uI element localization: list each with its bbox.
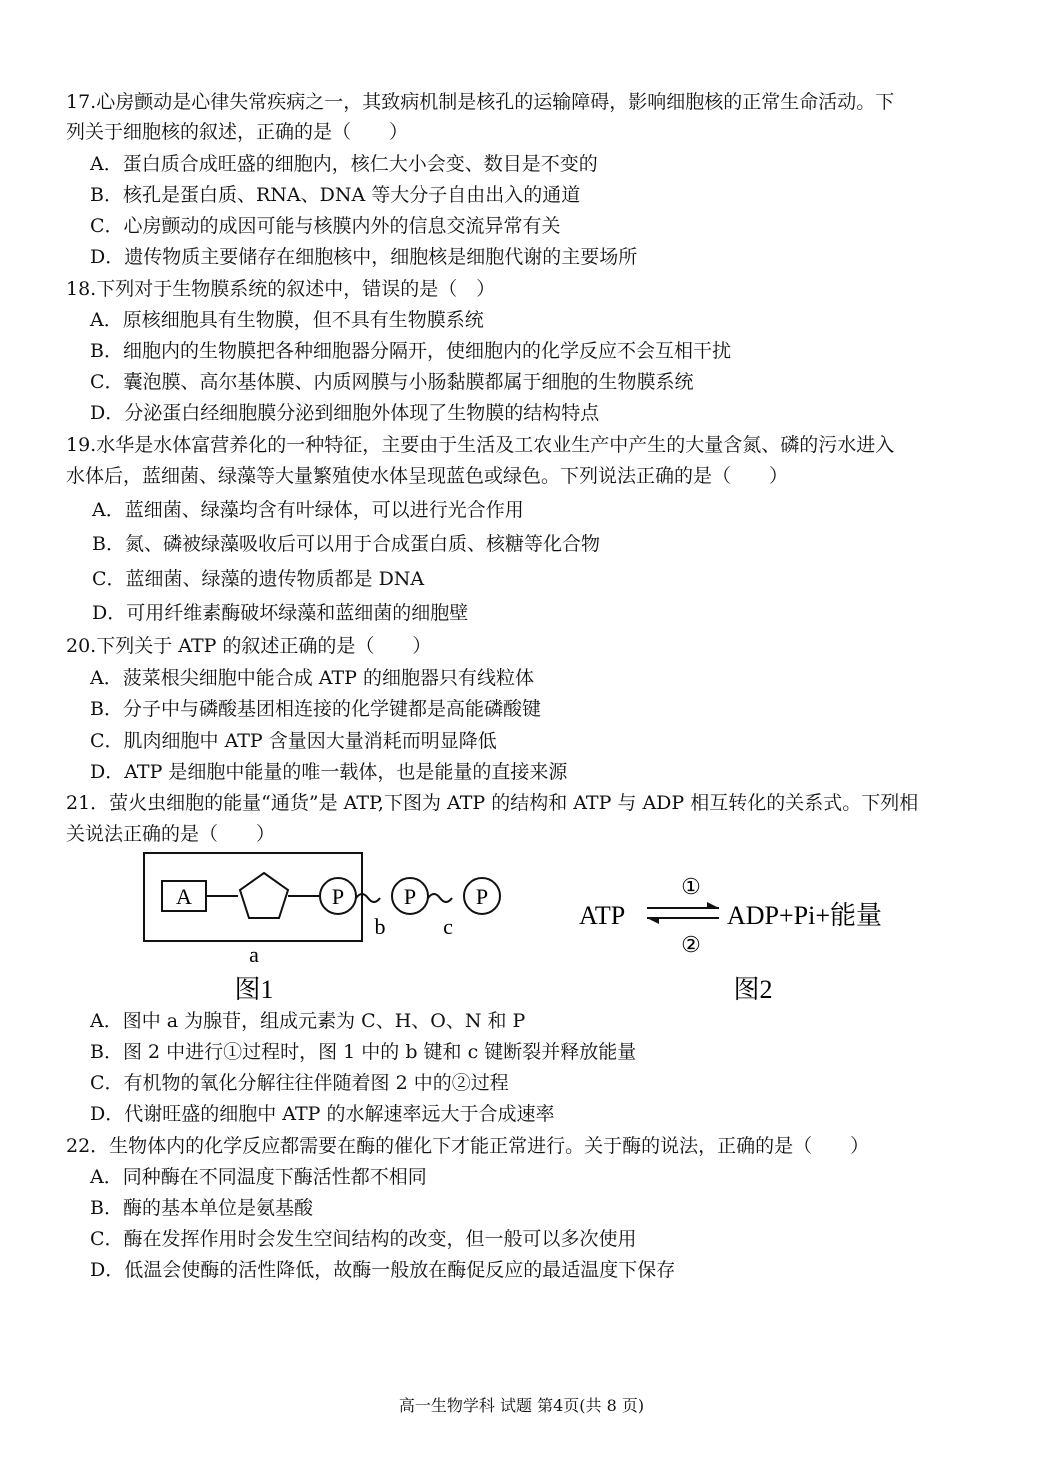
q21-option-d: D．代谢旺盛的细胞中 ATP 的水解速率远大于合成速率 xyxy=(90,1103,555,1125)
q18-option-c: C．囊泡膜、高尔基体膜、内质网膜与小肠黏膜都属于细胞的生物膜系统 xyxy=(90,371,694,393)
q18-option-b: B．细胞内的生物膜把各种细胞器分隔开，使细胞内的化学反应不会互相干扰 xyxy=(90,340,731,362)
q19-stem-line2: 水体后，蓝细菌、绿藻等大量繁殖使水体呈现蓝色或绿色。下列说法正确的是（ ） xyxy=(66,465,789,487)
q22-option-b: B．酶的基本单位是氨基酸 xyxy=(90,1197,313,1219)
q17-option-a: A．蛋白质合成旺盛的细胞内，核仁大小会变、数目是不变的 xyxy=(90,153,598,175)
high-energy-bond-b xyxy=(356,894,380,902)
phosphate-label-2: P xyxy=(403,884,417,909)
adp-pi-energy-label: ADP+Pi+能量 xyxy=(727,901,883,930)
q21-option-b: B．图 2 中进行①过程时，图 1 中的 b 键和 c 键断裂并释放能量 xyxy=(90,1041,637,1063)
figure1-atp-structure xyxy=(140,848,520,1008)
q22-option-d: D．低温会使酶的活性降低，故酶一般放在酶促反应的最适温度下保存 xyxy=(90,1259,676,1281)
q20-stem: 20.下列关于 ATP 的叙述正确的是（ ） xyxy=(66,635,432,657)
q17-option-c: C．心房颤动的成因可能与核膜内外的信息交流异常有关 xyxy=(90,215,561,237)
atp-label: ATP xyxy=(579,901,626,930)
q20-option-d: D．ATP 是细胞中能量的唯一载体，也是能量的直接来源 xyxy=(90,761,568,783)
q21-option-a: A．图中 a 为腺苷，组成元素为 C、H、O、N 和 P xyxy=(90,1010,526,1032)
q18-option-a: A．原核细胞具有生物膜，但不具有生物膜系统 xyxy=(90,309,484,331)
figure2-caption: 图2 xyxy=(733,975,773,1004)
bond-label-b: b xyxy=(374,914,386,939)
q21-stem-line2: 关说法正确的是（ ） xyxy=(66,823,276,845)
q19-stem-line1: 19.水华是水体富营养化的一种特征，主要由于生活及工农业生产中产生的大量含氮、磷的污水进入 xyxy=(66,434,895,456)
figure2-atp-adp-conversion xyxy=(575,866,935,1008)
adenine-label: A xyxy=(176,884,192,909)
q21-option-c: C．有机物的氧化分解往往伴随着图 2 中的②过程 xyxy=(90,1072,509,1094)
q20-option-a: A．菠菜根尖细胞中能合成 ATP 的细胞器只有线粒体 xyxy=(90,667,534,689)
q22-option-a: A．同种酶在不同温度下酶活性都不相同 xyxy=(90,1166,427,1188)
q19-option-c: C．蓝细菌、绿藻的遗传物质都是 DNA xyxy=(92,568,425,590)
q19-option-d: D．可用纤维素酶破坏绿藻和蓝细菌的细胞壁 xyxy=(92,602,469,624)
phosphate-label-1: P xyxy=(331,884,345,909)
q22-stem: 22．生物体内的化学反应都需要在酶的催化下才能正常进行。关于酶的说法，正确的是（ ） xyxy=(66,1135,870,1157)
ribose-pentagon xyxy=(240,873,288,918)
q18-option-d: D．分泌蛋白经细胞膜分泌到细胞外体现了生物膜的结构特点 xyxy=(90,402,600,424)
q17-option-b: B．核孔是蛋白质、RNA、DNA 等大分子自由出入的通道 xyxy=(90,184,581,206)
forward-reaction-label: ① xyxy=(681,874,701,899)
q20-option-b: B．分子中与磷酸基团相连接的化学键都是高能磷酸键 xyxy=(90,698,541,720)
q19-option-a: A．蓝细菌、绿藻均含有叶绿体，可以进行光合作用 xyxy=(92,499,524,521)
page-footer: 高一生物学科 试题 第4页(共 8 页) xyxy=(398,1396,645,1415)
q17-option-d: D．遗传物质主要储存在细胞核中，细胞核是细胞代谢的主要场所 xyxy=(90,246,638,268)
high-energy-bond-c xyxy=(428,894,452,902)
q20-option-c: C．肌肉细胞中 ATP 含量因大量消耗而明显降低 xyxy=(90,730,497,752)
label-a: a xyxy=(249,942,259,967)
phosphate-label-3: P xyxy=(475,884,489,909)
q22-option-c: C．酶在发挥作用时会发生空间结构的改变，但一般可以多次使用 xyxy=(90,1228,637,1250)
bond-label-c: c xyxy=(443,914,453,939)
figure1-caption: 图1 xyxy=(234,975,274,1004)
q17-stem-line1: 17.心房颤动是心律失常疾病之一，其致病机制是核孔的运输障碍，影响细胞核的正常生命活动。下 xyxy=(66,91,895,113)
q21-stem-line1: 21．萤火虫细胞的能量“通货”是 ATP,下图为 ATP 的结构和 ATP 与 ADP 相互转化的关系式。下列相 xyxy=(66,792,919,814)
reverse-reaction-label: ② xyxy=(681,932,701,957)
q18-stem: 18.下列对于生物膜系统的叙述中，错误的是（ ） xyxy=(66,278,496,300)
q17-stem-line2: 列关于细胞核的叙述，正确的是（ ） xyxy=(66,121,409,143)
q19-option-b: B．氮、磷被绿藻吸收后可以用于合成蛋白质、核糖等化合物 xyxy=(92,533,600,555)
